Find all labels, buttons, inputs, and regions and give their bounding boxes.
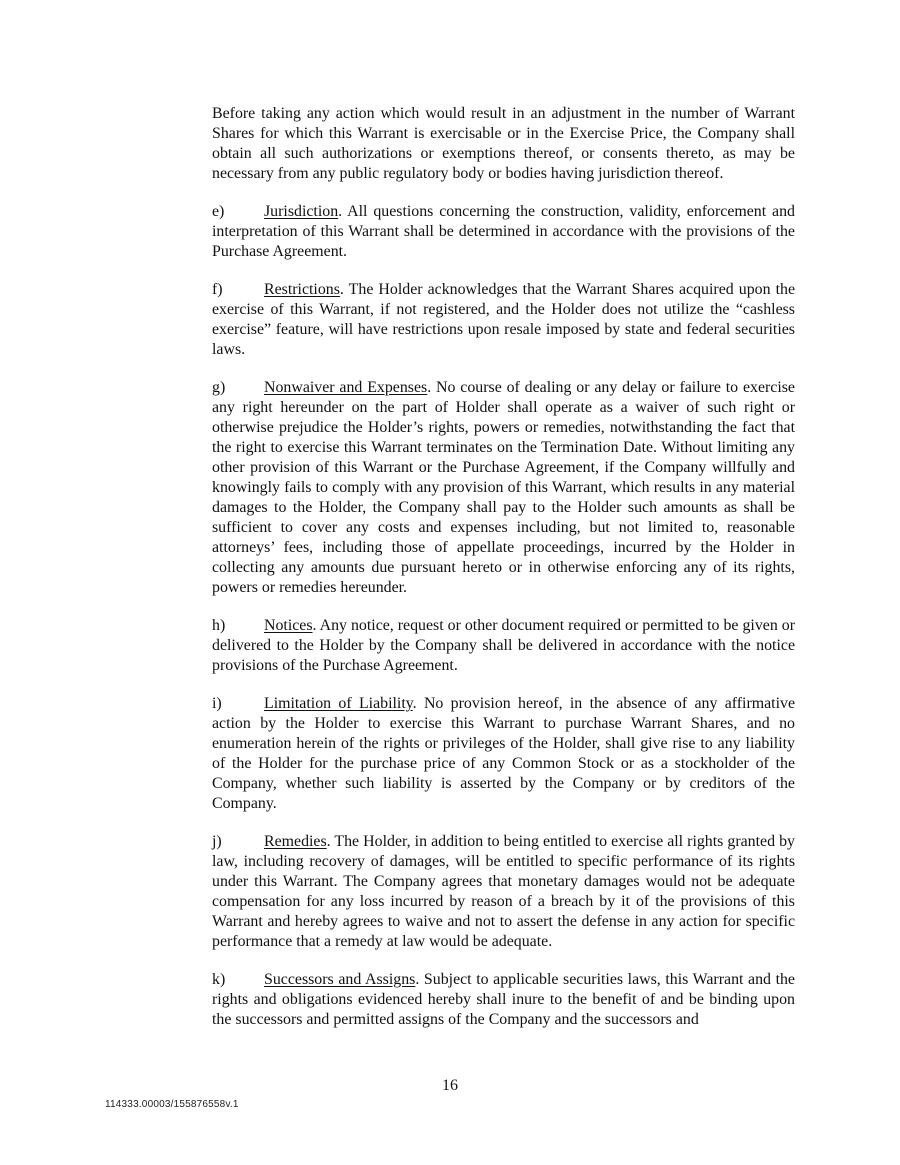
section-text: . No course of dealing or any delay or failure to exercise any right hereunder on the part of Holder shall operate as a waiver of such right or otherwise prejudice the Holder’s rights, powers or remedies, notwithstanding the fact that the right to exercise this Warrant terminates on the Termination Date. Without limiting any other provision of this Warrant or the Purchase Agreement, if the Company willfully and knowingly fails to comply with any provision of this Warrant, which results in any material damages to the Holder, the Company shall pay to the Holder such amounts as shall be sufficient to cover any costs and expenses including, but not limited to, reasonable attorneys’ fees, including those of appellate proceedings, incurred by the Holder in collecting any amounts due pursuant hereto or in otherwise enforcing any of its rights, powers or remedies hereunder. xyxy=(212,378,795,597)
section-heading: Notices xyxy=(264,617,313,635)
section-text: . The Holder, in addition to being entitled to exercise all rights granted by law, including recovery of damages, will be entitled to specific performance of its rights under this Warrant. The Company agrees that monetary damages would not be adequate compensation for any loss incurred by reason of a breach by it of the provisions of this Warrant and hereby agrees to waive and not to assert the defense in any action for specific performance that a remedy at law would be adequate. xyxy=(212,832,795,951)
document-id: 114333.00003/155876558v.1 xyxy=(105,1099,239,1110)
section-text: . Any notice, request or other document required or permitted to be given or delivered to the Holder by the Company shall be delivered in accordance with the notice provisions of the Purchase Agreement. xyxy=(212,617,795,675)
intro-paragraph: Before taking any action which would result in an adjustment in the number of Warrant Shares for which this Warrant is exercisable or in the Exercise Price, the Company shall obtain all such authorizations or exemptions thereof, or consents thereto, as may be necessary from any public regulatory body or bodies having jurisdiction thereof. xyxy=(212,105,795,183)
section-text: . Subject to applicable securities laws, this Warrant and the rights and obligations evidenced hereby shall inure to the benefit of and be binding upon the successors and permitted assigns of the Company and the successors and xyxy=(212,970,795,1029)
section-text: . All questions concerning the construction, validity, enforcement and interpretation of this Warrant shall be determined in accordance with the provisions of the Purchase Agreement. xyxy=(212,202,795,261)
section-number: i) xyxy=(212,694,222,712)
section-paragraph-g xyxy=(159,378,795,599)
page-number: 16 xyxy=(442,1077,458,1094)
section-number: k) xyxy=(212,970,226,988)
section-paragraph-i xyxy=(159,694,795,815)
section-text: . No provision hereof, in the absence of any affirmative action by the Holder to exercise this Warrant to purchase Warrant Shares, and no enumeration herein of the rights or privileges of the Holder, shall give rise to any liability of the Holder for the purchase price of any Common Stock or as a stockholder of the Company, whether such liability is asserted by the Company or by creditors of the Company. xyxy=(212,694,795,813)
section-paragraph-k xyxy=(159,970,795,1030)
section-paragraph-f xyxy=(159,280,795,360)
section-heading: Jurisdiction xyxy=(264,202,339,220)
section-paragraph-j xyxy=(159,832,795,953)
section-heading: Restrictions xyxy=(264,280,340,298)
section-heading: Limitation of Liability xyxy=(264,694,413,712)
document-body xyxy=(159,104,795,1048)
section-number: h) xyxy=(212,617,226,635)
section-number: f) xyxy=(212,280,223,298)
section-number: g) xyxy=(212,378,226,396)
section-paragraph-e xyxy=(159,202,795,262)
section-text: . The Holder acknowledges that the Warrant Shares acquired upon the exercise of this Warrant, if not registered, and the Holder does not utilize the “cashless exercise” feature, will have restrictions upon resale imposed by state and federal securities laws. xyxy=(212,280,795,358)
section-heading: Remedies xyxy=(264,832,327,850)
section-heading: Nonwaiver and Expenses xyxy=(264,378,428,396)
section-paragraph-h xyxy=(159,616,795,676)
section-number: j) xyxy=(212,832,222,850)
section-heading: Successors and Assigns xyxy=(264,970,416,988)
section-number: e) xyxy=(212,202,225,220)
